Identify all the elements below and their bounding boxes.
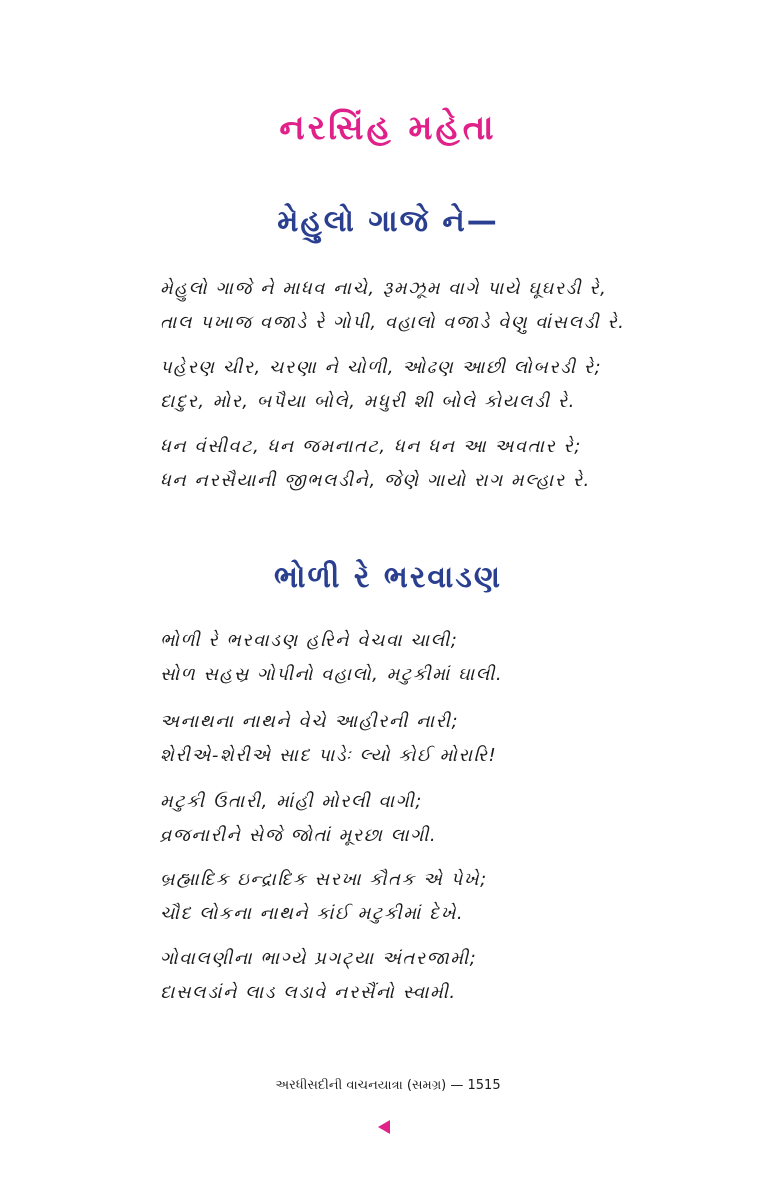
poem-2-stanza-1 — [160, 624, 680, 692]
poem-1-stanza-1 — [160, 272, 680, 340]
verse-line: દાસલડાંને લાડ લડાવે નરસૈંનો સ્વામી. — [160, 982, 457, 1003]
verse-line: શેરીએ-શેરીએ સાદ પાડેઃ લ્યો કોઈ મોરારિ! — [160, 745, 498, 766]
verse-line: તાલ પખાજ વજાડે રે ગોપી, વહાલો વજાડે વેણુ વાંસલડી રે. — [160, 312, 626, 333]
verse-line: પહેરણ ચીર, ચરણા ને ચોળી, ઓઢણ આછી લોબરડી રે; — [160, 357, 603, 378]
verse-line: વ્રજનારીને સેજે જોતાં મૂરછા લાગી. — [160, 825, 438, 846]
poem-1-stanza-3 — [160, 430, 680, 498]
poem-1-stanza-2 — [160, 351, 680, 419]
verse-line: ગોવાલણીના ભાગ્યે પ્રગટ્યા અંતરજામી; — [160, 948, 478, 969]
verse-line: મેહુલો ગાજે ને માધવ નાચે, રૂમઝૂમ વાગે પાયે ઘૂઘરડી રે, — [160, 278, 608, 299]
author-heading: નરસિંહ મહેતા — [279, 108, 497, 148]
verse-line: સોળ સહસ્ર ગોપીનો વહાલો, મટુકીમાં ઘાલી. — [160, 664, 504, 685]
poem-2-stanza-3 — [160, 785, 680, 853]
verse-line: ભોળી રે ભરવાડણ હરિને વેચવા ચાલી; — [160, 630, 459, 651]
poem-2-stanza-5 — [160, 942, 680, 1010]
poem-title-1: મેહુલો ગાજે ને— — [277, 204, 499, 239]
verse-line: દાદુર, મોર, બપૈયા બોલે, મધુરી શી બોલે કોયલડી રે. — [160, 391, 576, 412]
poem-2-stanza-4 — [160, 863, 680, 931]
page-footer: અરધીસદીની વાચનયાત્રા (સમગ્ર) — 1515 — [275, 1078, 501, 1093]
verse-line: મટુકી ઉતારી, માંહી મોરલી વાગી; — [160, 791, 423, 812]
verse-line: અનાથના નાથને વેચે આહીરની નારી; — [160, 711, 460, 732]
verse-line: ધન નરસૈયાની જીભલડીને, જેણે ગાયો રાગ મલ્હાર રે. — [160, 470, 591, 491]
verse-line: બ્રહ્માદિક ઇન્દ્રાદિક સરખા કૌતક એ પેખે; — [160, 869, 488, 890]
poem-2-stanza-2 — [160, 705, 680, 773]
previous-page-icon[interactable] — [378, 1120, 390, 1134]
poem-title-2: ભોળી રે ભરવાડણ — [273, 560, 503, 595]
verse-line: ચૌદ લોકના નાથને કાંઈ મટુકીમાં દેખે. — [160, 903, 465, 924]
verse-line: ધન વંસીવટ, ધન જમનાતટ, ધન ધન આ અવતાર રે; — [160, 436, 582, 457]
